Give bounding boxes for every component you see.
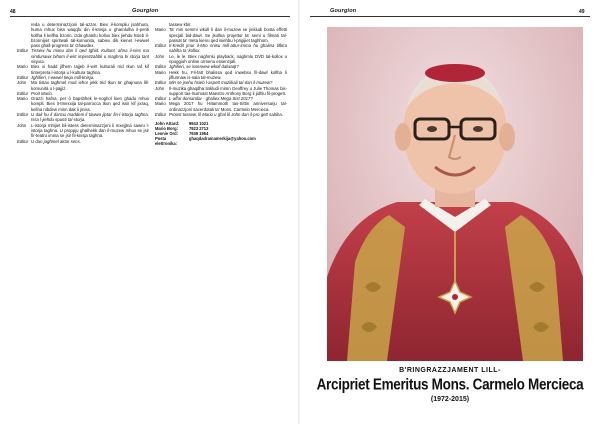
- dialogue-text: Ma tistax tagħmel mod ieħor jekk trid tkun ta' ghajnuna lill-komunità u l-pajjiż.: [31, 80, 149, 91]
- interview-columns: [17, 22, 287, 146]
- dialogue-entry: [155, 70, 287, 81]
- dialogue-entry: [17, 80, 149, 91]
- dialogue-text: Ta' min semmi wkoll li dan il-muzew se jinkludi bosta effetti specjali bid-dawl. Se jkollna projettur ta' semi u filmati tal-passat ta' meta kienu qed isiehbu l-prigijiet taghhom.: [169, 27, 287, 43]
- portrait-photo: [327, 27, 583, 361]
- speaker-name: Mario: [155, 69, 166, 75]
- speaker-name: Editur: [155, 80, 167, 86]
- page-number-right: 49: [579, 9, 585, 15]
- speaker-name: Editur: [17, 112, 29, 118]
- speaker-name: [17, 22, 31, 48]
- header-rule-left: [10, 16, 290, 17]
- caption-kicker: B'RINGRAZZJAMENT LILL-: [399, 367, 501, 374]
- dialogue-text: Proit Mario.: [31, 90, 53, 96]
- dialogue-entry: [17, 139, 149, 144]
- dialogue-text: L-istorja mhijiet bil-istess determinazzjoni li mxejjtna sawru l-istorja taghna. U proppju ghalhekk dan il-muzew mhux se jsir fir-teatru imma se jsir fil-knisja taghna.: [31, 122, 149, 139]
- dialogue-text: Il-muzika ghaqdha tinkludi mimn Geoffrey u Julie Thomas bis-support tas-Surmast Maestro Anthony Borg li jidhlu fil-progett.: [169, 85, 287, 96]
- dialogue-text: Mega 2017 hu l-Mammoth tas-Sittin anniversarju tal-ordinazzjoni sacerdotali ta' Mons. Carmelo Mercieca.: [169, 101, 287, 112]
- dialogue-text: Jghifieri, l-ewwel tieqa mill-knisja.: [31, 74, 95, 80]
- contact-label: Mario Borg:: [155, 126, 178, 132]
- header-logo-left: Gourgion: [132, 8, 159, 14]
- speaker-name: John: [17, 80, 27, 86]
- speaker-name: Editur: [17, 48, 29, 54]
- dialogue-entry: [155, 43, 287, 54]
- header-logo-right: Gourgion: [330, 8, 357, 14]
- contact-value: 7939 1954: [189, 131, 209, 137]
- dialogue-text: reda u determinazzjoni tal-azzar. Biex il-kompliu jsahhura, huma mhux biss waqqfu din il-knisja u ghamlulha il-periti kollha li kellha bzonn, izda ghamlu kollox biex jiehdu hsieb il-bzonnijiet spiritwali tal-komunita, sabiex dik kienet l-ewwel pass ghall-progress ta' Ghawdex.: [31, 22, 149, 49]
- dialogue-entry: [155, 27, 287, 43]
- dialogue-entry: [17, 48, 149, 64]
- dialogue-entry: [17, 112, 149, 123]
- speaker-name: Mario: [17, 96, 28, 102]
- dialogue-text: Min se jsehu hsieb l-aspett muziikali tal-dan il-muzew?: [169, 80, 273, 86]
- header-rule-right: [310, 16, 590, 17]
- dialogue-text: Tissew hu mimu dan li qed tghid. Kultant, ahna il-nies ma nindunawx bihom il-wirt imprezzabbli u maghna bi storja tant sinjura.: [31, 48, 149, 65]
- portrait-illustration: [327, 27, 583, 361]
- contact-list: [155, 121, 287, 146]
- contact-row: [155, 136, 287, 146]
- speaker-name: Editur: [17, 138, 29, 144]
- speaker-name: Mario: [17, 64, 28, 70]
- speaker-name: Mario: [155, 101, 166, 107]
- column-1: [17, 22, 149, 146]
- dialogue-entry: [17, 64, 149, 75]
- dialogue-entry: [155, 112, 287, 117]
- page-number-left: 48: [10, 9, 16, 15]
- dialogue-text: Grazzi hafna, per ò bapsbhek le-noghol kien ghadu mhux kompli. Biex it-tmexxija tal-parrocca tkun qed issir kif jixraq, kellna nibdew minn dak li jmiss.: [31, 96, 149, 112]
- contact-value: 7923 2713: [189, 126, 209, 132]
- speaker-name: John: [155, 53, 165, 59]
- dialogue-entry: [155, 54, 287, 65]
- speaker-name: Editur: [155, 43, 167, 49]
- speaker-name: John: [17, 122, 27, 128]
- dialogue-text: tassew kbir.: [169, 22, 192, 27]
- dialogue-text: L-affar domandar - ghaliex Mega Sist 2017?: [169, 96, 253, 102]
- speaker-name: Editur: [155, 64, 167, 70]
- dialogue-text: U dan jaghmel aktar sens.: [31, 138, 81, 144]
- contact-value: ghaqdadramamerkija@yahoo.com: [189, 136, 256, 142]
- dialogue-text: Hekk hu. Fil-fatt bhalissa qed inwebsu fil-dawl kollha li jiffurmaw is-sala tal-muzew.: [169, 69, 287, 80]
- dialogue-entry: [155, 101, 287, 112]
- contact-value: 9943 1021: [189, 121, 209, 127]
- speaker-name: Editur: [155, 112, 167, 118]
- dialogue-entry: [17, 96, 149, 112]
- dialogue-entry: [17, 22, 149, 48]
- caption-years: (1972-2015): [430, 396, 470, 403]
- dialogue-text: Proost tassew, lil Mario u ghal lil John dan il-pro gett sabiha.: [169, 112, 283, 118]
- dialogue-text: Il-Kredit jmur il-Mro nnisu mill-attur-imma hu ghalina tifkira sabiha ta' kollox.: [169, 43, 287, 54]
- dialogue-entry: [17, 123, 149, 139]
- speaker-name: Editur: [17, 90, 29, 96]
- contact-label: John Attard:: [155, 121, 180, 127]
- dialogue-text: U dak hu li darmu maddeni li tawwa jiptar fin-l-istorja taghna. Issa l-jiehdu spunti tal-storja.: [31, 112, 149, 123]
- dialogue-text: Le, le le. Biex naghmlu playback, naghmlu DVD tal-kollox u npoggiuh online ormenu essenzjali.: [169, 53, 287, 65]
- speaker-name: Editur: [17, 74, 29, 80]
- dialogue-text: Jghifieri, se isserwew wkoll dalwaqt?: [169, 64, 239, 70]
- speaker-name: John: [155, 85, 165, 91]
- dialogue-text: Biex xi hadd jifhem tajjeb il-wirt kulturali rrid tkun taf kif tinterpreta l-istorja u l-kultura taghna.: [31, 64, 149, 75]
- dialogue-entry: [155, 86, 287, 97]
- contact-label: Leonie Ord:: [155, 131, 178, 137]
- contact-label: Posta elettronika:: [155, 136, 178, 147]
- speaker-name: Editur: [155, 96, 167, 102]
- speaker-name: Mario: [155, 27, 166, 33]
- caption-title: Arcipriet Emeritus Mons. Carmelo Mercieca: [316, 375, 584, 394]
- column-2: [155, 22, 287, 146]
